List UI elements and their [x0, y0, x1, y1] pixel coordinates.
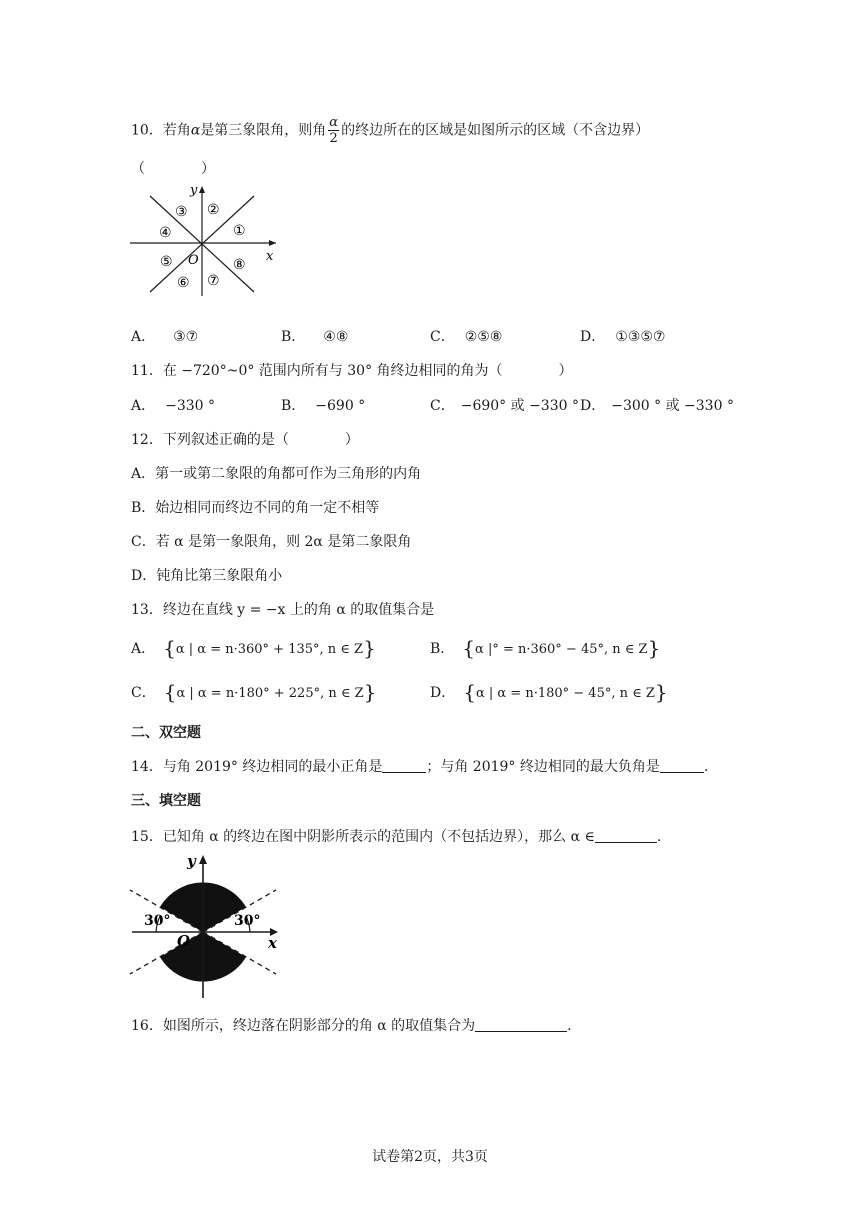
x-axis-label: x [266, 249, 274, 264]
answer-blank[interactable] [595, 828, 657, 843]
answer-blank[interactable] [475, 1017, 567, 1032]
region-8-label: ⑧ [233, 257, 246, 273]
option-a[interactable]: A． −330 ° [131, 398, 216, 414]
region-1-label: ① [233, 223, 246, 239]
alpha-symbol: α [190, 122, 201, 139]
question-12: 12．下列叙述正确的是（ ） [131, 432, 359, 448]
question-14: 14．与角 2019° 终边相同的最小正角是 ；与角 2019° 终边相同的最大负角是 . [131, 759, 709, 775]
section-heading-2: 二、双空题 [131, 725, 201, 741]
option-b[interactable]: B． ④⑧ [281, 329, 349, 345]
option-c[interactable]: C．若 α 是第一象限角，则 2α 是第二象限角 [131, 534, 412, 550]
option-b[interactable]: B． −690 ° [281, 398, 366, 414]
region-2-label: ② [207, 202, 220, 218]
option-d[interactable]: D．钝角比第三象限角小 [131, 568, 283, 584]
option-d[interactable]: D． ①③⑤⑦ [580, 329, 666, 345]
option-a[interactable]: A． {α | α = n·360° + 135°, n ∈ Z} [131, 636, 376, 660]
question-13: 13．终边在直线 y = −x 上的角 α 的取值集合是 [131, 602, 435, 618]
page-footer: 试卷第2页，共3页 [372, 1149, 488, 1165]
answer-blank-1[interactable] [382, 758, 426, 773]
origin-label: O [177, 932, 191, 950]
q10-quadrant-figure [128, 184, 280, 300]
x-axis-arrow [269, 240, 276, 246]
option-a[interactable]: A． ③⑦ [131, 329, 199, 345]
question-10 [131, 116, 649, 145]
question-text: 的终边所在的区域是如图所示的区域（不含边界） [341, 122, 650, 139]
question-11: 11．在 −720°~0° 范围内所有与 30° 角终边相同的角为（ ） [131, 363, 573, 379]
angle-label-left: 30° [144, 913, 171, 929]
y-axis-arrow [199, 855, 207, 864]
question-16: 16．如图所示，终边落在阴影部分的角 α 的取值集合为 . [131, 1018, 572, 1034]
answer-blank-2[interactable] [660, 758, 704, 773]
question-text: 若角 [162, 122, 191, 139]
option-a[interactable]: A．第一或第二象限的角都可作为三角形的内角 [131, 466, 422, 482]
y-axis-label: y [190, 184, 198, 198]
section-heading-3: 三、填空题 [131, 793, 201, 809]
question-15: 15．已知角 α 的终边在图中阴影所表示的范围内（不包括边界），那么 α ∈ . [131, 829, 662, 845]
angle-label-right: 30° [234, 913, 261, 929]
option-b[interactable]: B． {α |° = n·360° − 45°, n ∈ Z} [430, 636, 661, 660]
region-6-label: ⑥ [177, 275, 190, 291]
region-7-label: ⑦ [207, 273, 220, 289]
answer-paren: （ ） [131, 161, 215, 177]
fraction-alpha-over-2: $\frac{\alpha}{2}$ [329, 115, 339, 146]
region-3-label: ③ [175, 204, 188, 220]
q15-shaded-region-figure [128, 852, 284, 1002]
region-4-label: ④ [159, 225, 172, 241]
y-axis-label: y [187, 852, 196, 870]
option-c[interactable]: C． −690° 或 −330 ° [430, 398, 579, 414]
option-d[interactable]: D． {α | α = n·180° − 45°, n ∈ Z} [430, 680, 668, 704]
option-c[interactable]: C． ②⑤⑧ [430, 329, 503, 345]
origin-label: O [188, 253, 199, 268]
option-b[interactable]: B．始边相同而终边不同的角一定不相等 [131, 500, 380, 516]
y-axis-arrow [199, 186, 205, 193]
option-c[interactable]: C． {α | α = n·180° + 225°, n ∈ Z} [131, 680, 377, 704]
option-d[interactable]: D． −300 ° 或 −330 ° [580, 398, 734, 414]
x-axis-label: x [268, 934, 277, 952]
question-number: 10． [131, 122, 163, 139]
question-text: 是第三象限角，则角 [200, 122, 327, 139]
region-5-label: ⑤ [160, 254, 173, 270]
